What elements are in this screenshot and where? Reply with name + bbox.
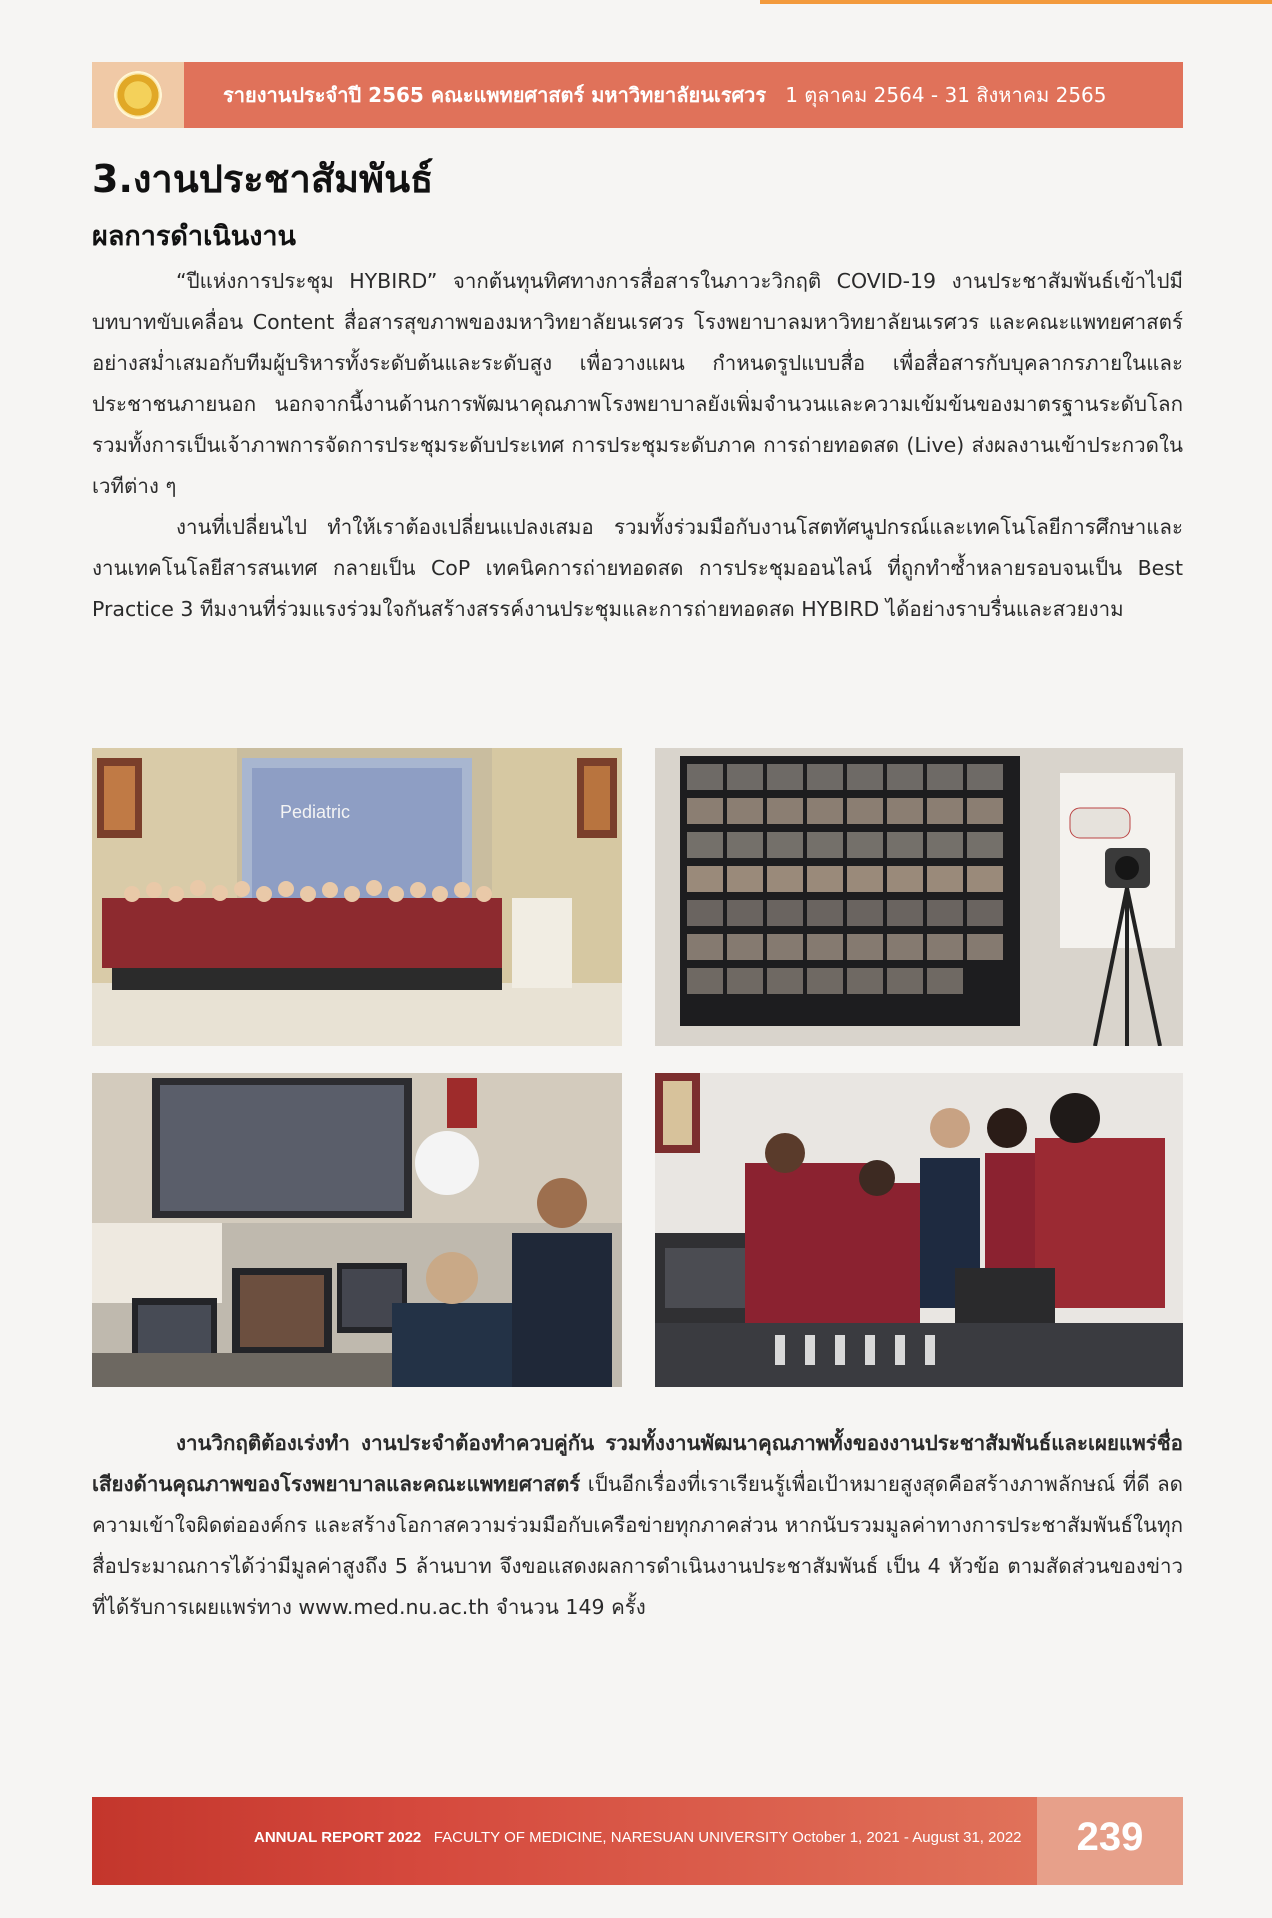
slide-title: Pediatric: [280, 802, 351, 822]
paragraph-lead: งานวิกฤติต้องเร่งทำ งานประจำต้องทำควบคู่กัน รวมทั้งงานพัฒนาคุณภาพทั้งของงานประชาสัมพันธ์และเผยแพร่ชื่อเสียงด้านคุณภาพของโรงพยาบาลและคณะแพทยศาสตร์: [92, 1431, 1183, 1496]
header-title: [223, 79, 1107, 111]
closing-text: [92, 1423, 1183, 1628]
paragraph: “ปีแห่งการประชุม HYBIRD” จากต้นทุนทิศทางการสื่อสารในภาวะวิกฤติ COVID-19 งานประชาสัมพันธ์เข้าไปมีบทบาทขับเคลื่อน Content สื่อสารสุขภาพของมหาวิทยาลัยนเรศวร โรงพยาบาลมหาวิทยาลัยนเรศวร และคณะแพทยศาสตร์ อย่างสม่ำเสมอกับทีมผู้บริหารทั้งระดับต้นและระดับสูง เพื่อวางแผน กำหนดรูปแบบสื่อ เพื่อสื่อสารกับบุคลากรภายในและประชาชนภายนอก นอกจากนี้งานด้านการพัฒนาคุณภาพโรงพยาบาลยังเพิ่มจำนวนและความเข้มข้นของมาตรฐานระดับโลก รวมทั้งการเป็นเจ้าภาพการจัดการประชุมระดับประเทศ การประชุมระดับภาค การถ่ายทอดสด (Live) ส่งผลงานเข้าประกวดในเวทีต่าง ๆ: [92, 269, 1183, 498]
photo-video-conference: [655, 748, 1183, 1046]
page-number: 239: [1076, 1815, 1144, 1859]
section-heading: 3.งานประชาสัมพันธ์: [92, 157, 434, 201]
photo-audio-mixer-team: [655, 1073, 1183, 1387]
section-subheading: ผลการดำเนินงาน: [92, 221, 297, 252]
paragraph-body: เป็นอีกเรื่องที่เราเรียนรู้เพื่อเป้าหมายสูงสุดคือสร้างภาพลักษณ์ ที่ดี ลดความเข้าใจผิดต่อองค์กร และสร้างโอกาสความร่วมมือกับเครือข่ายทุกภาคส่วน หากนับรวมมูลค่าทางการประชาสัมพันธ์ในทุกสื่อประมาณการได้ว่ามีมูลค่าสูงถึง 5 ล้านบาท จึงขอแสดงผลการดำเนินงานประชาสัมพันธ์ เป็น 4 หัวข้อ ตามสัดส่วนของข่าวที่ได้รับการเผยแพร่ทาง www.med.nu.ac.th จำนวน 149 ครั้ง: [92, 1472, 1183, 1619]
footer-report-title: ANNUAL REPORT 2022: [254, 1829, 422, 1846]
paragraph: งานที่เปลี่ยนไป ทำให้เราต้องเปลี่ยนแปลงเสมอ รวมทั้งร่วมมือกับงานโสตทัศนูปกรณ์และเทคโนโลยีการศึกษาและงานเทคโนโลยีสารสนเทศ กลายเป็น CoP เทคนิคการถ่ายทอดสด การประชุมออนไลน์ ที่ถูกทำซ้ำหลายรอบจนเป็น Best Practice 3 ทีมงานที่ร่วมแรงร่วมใจกันสร้างสรรค์งานประชุมและการถ่ายทอดสด HYBIRD ได้อย่างราบรื่นและสวยงาม: [92, 515, 1183, 621]
logo-box: [92, 62, 184, 128]
header-title-dates: 1 ตุลาคม 2564 - 31 สิงหาคม 2565: [785, 83, 1107, 107]
photo-broadcast-desk: [92, 1073, 622, 1387]
report-footer: [92, 1797, 1183, 1885]
top-accent-bar: [760, 0, 1272, 4]
footer-report-subtitle: FACULTY OF MEDICINE, NARESUAN UNIVERSITY October 1, 2021 - August 31, 2022: [433, 1829, 1022, 1846]
paragraph: [92, 1423, 1183, 1628]
intro-text: [92, 261, 1183, 630]
photo-group-meeting: [92, 748, 622, 1046]
footer-text: [254, 1829, 1022, 1846]
report-header: [92, 62, 1183, 128]
university-seal-icon: [114, 71, 162, 119]
header-title-main: รายงานประจำปี 2565 คณะแพทยศาสตร์ มหาวิทยาลัยนเรศวร: [223, 83, 767, 107]
